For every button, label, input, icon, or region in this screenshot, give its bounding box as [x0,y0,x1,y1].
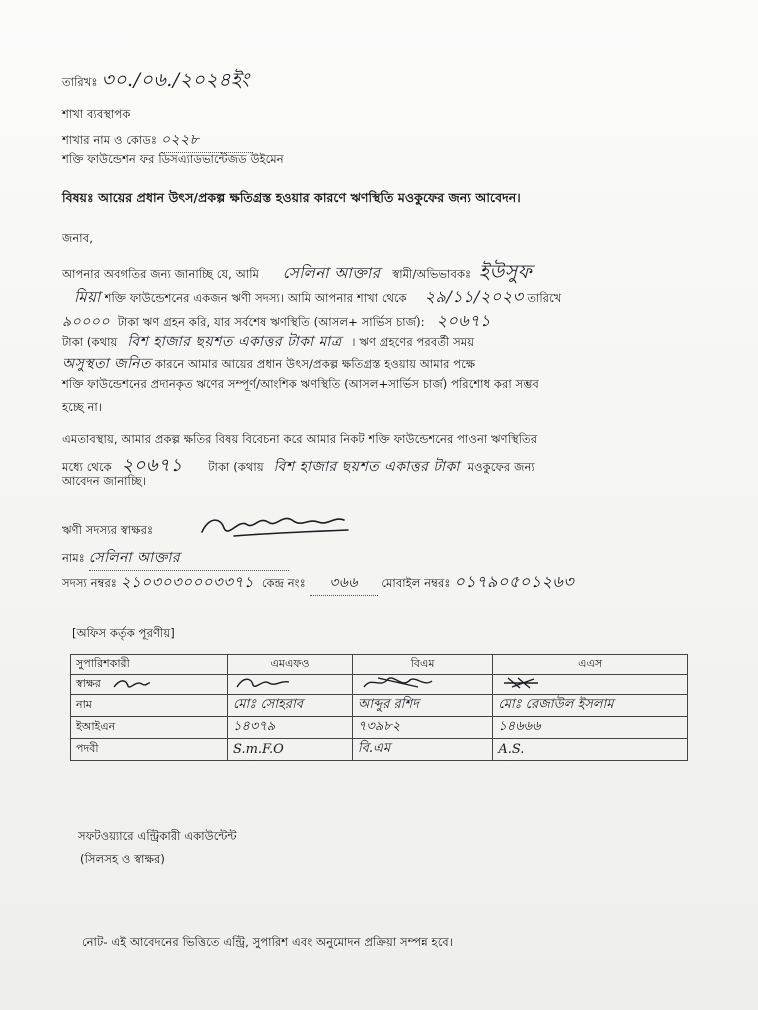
header-mfo: এমএফও [228,655,353,675]
table-row [71,717,688,739]
table-header-row [71,655,688,675]
body-text: আপনার অবগতির জন্য জানাচ্ছি যে, আমি [62,267,259,281]
office-table [70,654,688,761]
guardian-name: ইউসুফ [478,261,533,283]
center-label: কেন্দ্র নংঃ [261,576,306,590]
body-text: মওকুফের জন্য [467,460,535,474]
waive-amount: ২০৬৭১ [121,455,183,476]
body-line-5 [62,352,475,376]
body-text: টাকা (কথায় [208,460,264,474]
body-text: টাকা ঋণ গ্রহন করি, যার সর্বশেষ ঋণস্থিতি (আসল+ সার্ভিস চার্জ): [117,315,425,329]
member-name-line [62,546,289,571]
cause-text: অসুস্থতা জনিত [62,356,152,372]
as-ein: ১৪৬৬৬ [493,717,688,739]
member-signature-line [62,522,153,541]
org-line: শক্তি ফাউন্ডেশন ফর ডিসএ্যাডভান্টেজড উইমেন [62,152,284,166]
entry-accountant-line: সফটওয়্যারে এন্ট্রিকারী একাউন্টেন্ট [78,829,237,843]
manager-line: শাখা ব্যবস্থাপক [62,107,131,121]
row-label-designation: পদবী [71,739,228,761]
branch-label: শাখার নাম ও কোডঃ [62,133,158,147]
number-label: সদস্য নম্বরঃ [62,576,118,590]
table-row [71,695,688,717]
applicant-name: সেলিনা আক্তার [282,264,381,282]
center-number: ৩৬৬ [329,575,358,591]
balance-words: বিশ হাজার ছয়শত একাত্তর টাকা মাত্র [127,334,342,350]
member-number-line [62,569,574,596]
branch-code: ০২২৮ [160,132,200,148]
as-signature-cell [493,675,688,695]
member-signature [198,510,358,544]
mobile-number: ০১৭৯০৫০১২৬৩ [454,572,575,591]
mfo-ein: ১৪৩৭৯ [228,717,353,739]
salutation: জনাব, [62,231,93,245]
member-number: ২১০৩০৩০০০৩৩৭১ [120,573,255,591]
row-label-name: নাম [71,695,228,717]
seal-signature-line: (সিলসহ ও স্বাক্ষর) [80,852,166,866]
row-label-signature [71,675,228,695]
bm-signature-cell [352,675,492,695]
table-row [71,739,688,761]
as-designation: A.S. [493,739,688,761]
balance-amount: ২০৬৭১ [436,311,491,330]
loan-date: ২৯/১১/২০২৩ [424,287,524,306]
date-line [62,66,250,98]
body-line-6: শক্তি ফাউন্ডেশনের প্রদানকৃত ঋণের সম্পূর্ণ/আংশিক ঋণস্থিতি (আসল+সার্ভিস চার্জ) পরিশোধ করা সম্ভব [62,377,539,391]
body-text: তারিখে [527,291,562,305]
body-text: শক্তি ফাউন্ডেশনের একজন ঋণী সদস্য। আমি আপনার শাখা থেকে [104,291,407,305]
header-bm: বিএম [352,655,492,675]
name-label: নামঃ [62,551,85,565]
mfo-signature [233,675,293,691]
body-line-4 [62,330,474,354]
date-value: ৩০./০৬./২০২৪ইং [101,69,250,91]
body-line-10: আবেদন জানাচ্ছি। [62,474,147,488]
body-text: স্বামী/অভিভাবকঃ [392,267,472,281]
waive-words: বিশ হাজার ছয়শত একাত্তর টাকা [273,459,460,475]
body-line-2 [62,284,561,311]
loan-amount: ৯০০০০ [62,314,110,330]
as-name: মোঃ রেজাউল ইসলাম [493,695,688,717]
member-name: সেলিনা আক্তার [88,550,181,566]
row-label: স্বাক্ষর [76,677,101,690]
body-text: মধ্যে থেকে [62,460,112,474]
body-text: । ঋণ গ্রহণের পরবর্তী সময় [351,335,475,349]
mfo-designation: S.m.F.O [228,739,353,761]
bm-ein: ৭৩৯৮২ [352,717,492,739]
date-label: তারিখঃ [62,75,98,89]
recommender-signature [112,677,152,691]
body-text: কারনে আমার আয়ের প্রধান উৎস/প্রকল্প ক্ষতিগ্রস্ত হওয়ায় আমার পক্ষে [154,357,476,371]
guardian-name-2: মিয়া [74,288,101,306]
mfo-signature-cell [228,675,353,695]
table-row [71,675,688,695]
footer-note: নোট- এই আবেদনের ভিত্তিতে এন্ট্রি, সুপারিশ এবং অনুমোদন প্রক্রিয়া সম্পন্ন হবে। [82,935,454,949]
mfo-name: মোঃ সোহরাব [228,695,353,717]
signature-label: ঋণী সদস্যর স্বাক্ষরঃ [62,523,154,537]
bm-designation: বি.এম [352,739,492,761]
bm-name: আব্দুর রশিদ [352,695,492,717]
header-recommender: সুপারিশকারী [71,655,228,675]
branch-line [62,128,253,153]
body-line-7: হচ্ছে না। [62,400,103,414]
bm-signature [358,675,438,691]
mobile-label: মোবাইল নম্বরঃ [381,576,451,590]
as-signature [498,675,548,691]
body-line-8: এমতাবস্থায়, আমার প্রকল্প ক্ষতির বিষয় বিবেচনা করে আমার নিকট শক্তি ফাউন্ডেশনের পাওনা ঋণস্থিতির [62,432,538,446]
subject-line: বিষয়ঃ আয়ের প্রধান উৎস/প্রকল্প ক্ষতিগ্রস্ত হওয়ার কারণে ঋণস্থিতি মওকুফের জন্য আবেদন। [62,190,521,205]
row-label-ein: ইআইএন [71,717,228,739]
header-as: এএস [493,655,688,675]
office-caption: [অফিস কর্তৃক পূরণীয়] [72,626,175,640]
body-text: টাকা (কথায় [62,335,118,349]
